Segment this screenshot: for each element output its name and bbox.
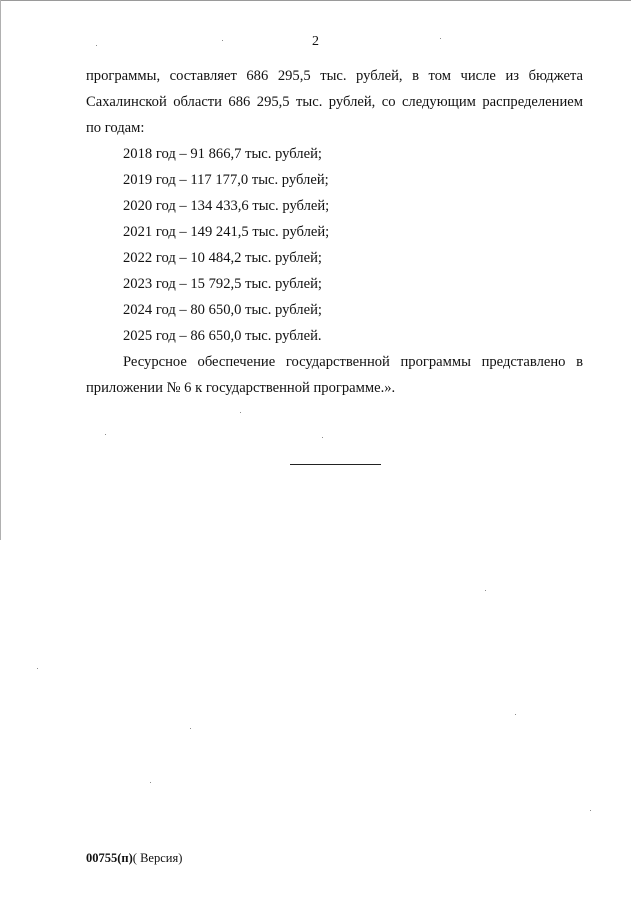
scan-speck [222,40,223,41]
scan-speck [190,728,191,729]
scan-speck [150,782,151,783]
closing-rule [290,464,381,465]
scan-speck [37,668,38,669]
year-item-2025: 2025 год – 86 650,0 тыс. рублей. [123,328,322,344]
scan-edge-left [0,0,1,540]
year-item-2022: 2022 год – 10 484,2 тыс. рублей; [123,250,322,266]
year-distribution-list [86,141,583,349]
document-version: ( Версия) [132,851,183,865]
scan-speck [240,412,241,413]
intro-paragraph [86,63,583,141]
year-item-2024: 2024 год – 80 650,0 тыс. рублей; [123,302,322,318]
year-item-2021: 2021 год – 149 241,5 тыс. рублей; [123,224,330,240]
closing-line: Ресурсное обеспечение государственной программы представлено в [123,354,583,370]
intro-line: по годам: [86,120,145,136]
scan-speck [590,810,591,811]
year-item-2019: 2019 год – 117 177,0 тыс. рублей; [123,172,329,188]
page-number: 2 [312,34,319,49]
document-code: 00755(п) [86,851,133,865]
scan-speck [485,590,486,591]
intro-line: Сахалинской области 686 295,5 тыс. рублей, со следующим распределением [86,94,583,110]
closing-line: приложении № 6 к государственной программе.». [86,380,396,396]
scan-speck [440,38,441,39]
document-code-footer [86,851,182,866]
scan-speck [322,437,323,438]
year-item-2023: 2023 год – 15 792,5 тыс. рублей; [123,276,322,292]
year-item-2018: 2018 год – 91 866,7 тыс. рублей; [123,146,322,162]
scan-edge-top [0,0,631,1]
scan-speck [96,45,97,46]
scan-speck [105,434,106,435]
closing-paragraph [86,349,583,401]
scan-speck [515,714,516,715]
year-item-2020: 2020 год – 134 433,6 тыс. рублей; [123,198,330,214]
intro-line: программы, составляет 686 295,5 тыс. рублей, в том числе из бюджета [86,68,583,84]
